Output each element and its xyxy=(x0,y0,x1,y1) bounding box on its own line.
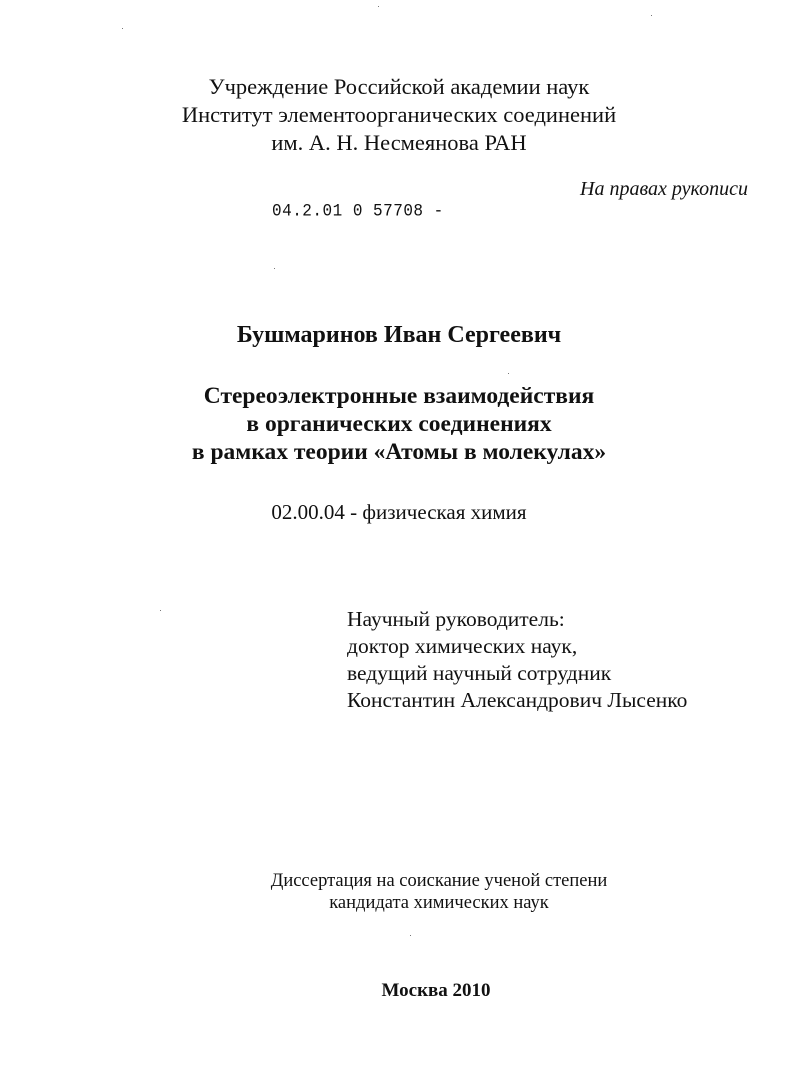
advisor-name: Константин Александрович Лысенко xyxy=(347,688,688,712)
specialty-code: 02.00.04 - физическая химия xyxy=(271,500,527,524)
advisor-role: Научный руководитель: xyxy=(347,607,565,631)
author-name: Бушмаринов Иван Сергеевич xyxy=(236,322,562,348)
title-line-2: в органических соединениях xyxy=(246,411,552,437)
dissertation-line-2: кандидата химических наук xyxy=(329,893,549,913)
scan-speck xyxy=(122,28,123,29)
title-line-3: в рамках теории «Атомы в молекулах» xyxy=(191,439,607,465)
dissertation-line-1: Диссертация на соискание ученой степени xyxy=(270,871,608,891)
scan-speck xyxy=(410,935,411,936)
manuscript-note: На правах рукописи xyxy=(580,178,748,200)
dissertation-title xyxy=(0,382,798,466)
scan-speck xyxy=(378,6,379,7)
advisor-block xyxy=(347,606,687,714)
scan-speck xyxy=(274,268,275,269)
dissertation-note xyxy=(40,870,798,914)
stamp-number: 04.2.01 0 57708 - xyxy=(272,201,444,221)
title-line-1: Стереоэлектронные взаимодействия xyxy=(203,383,595,409)
institution-line-3: им. А. Н. Несмеянова РАН xyxy=(271,130,527,155)
advisor-position: ведущий научный сотрудник xyxy=(347,661,612,685)
scan-speck xyxy=(508,373,509,374)
institution-line-2: Институт элементоорганических соединений xyxy=(181,102,617,127)
advisor-degree: доктор химических наук, xyxy=(347,634,578,658)
scan-speck xyxy=(160,610,161,611)
city-year: Москва 2010 xyxy=(381,980,491,1001)
institution-block xyxy=(0,73,798,157)
institution-line-1: Учреждение Российской академии наук xyxy=(208,74,590,99)
scan-speck xyxy=(651,15,652,16)
